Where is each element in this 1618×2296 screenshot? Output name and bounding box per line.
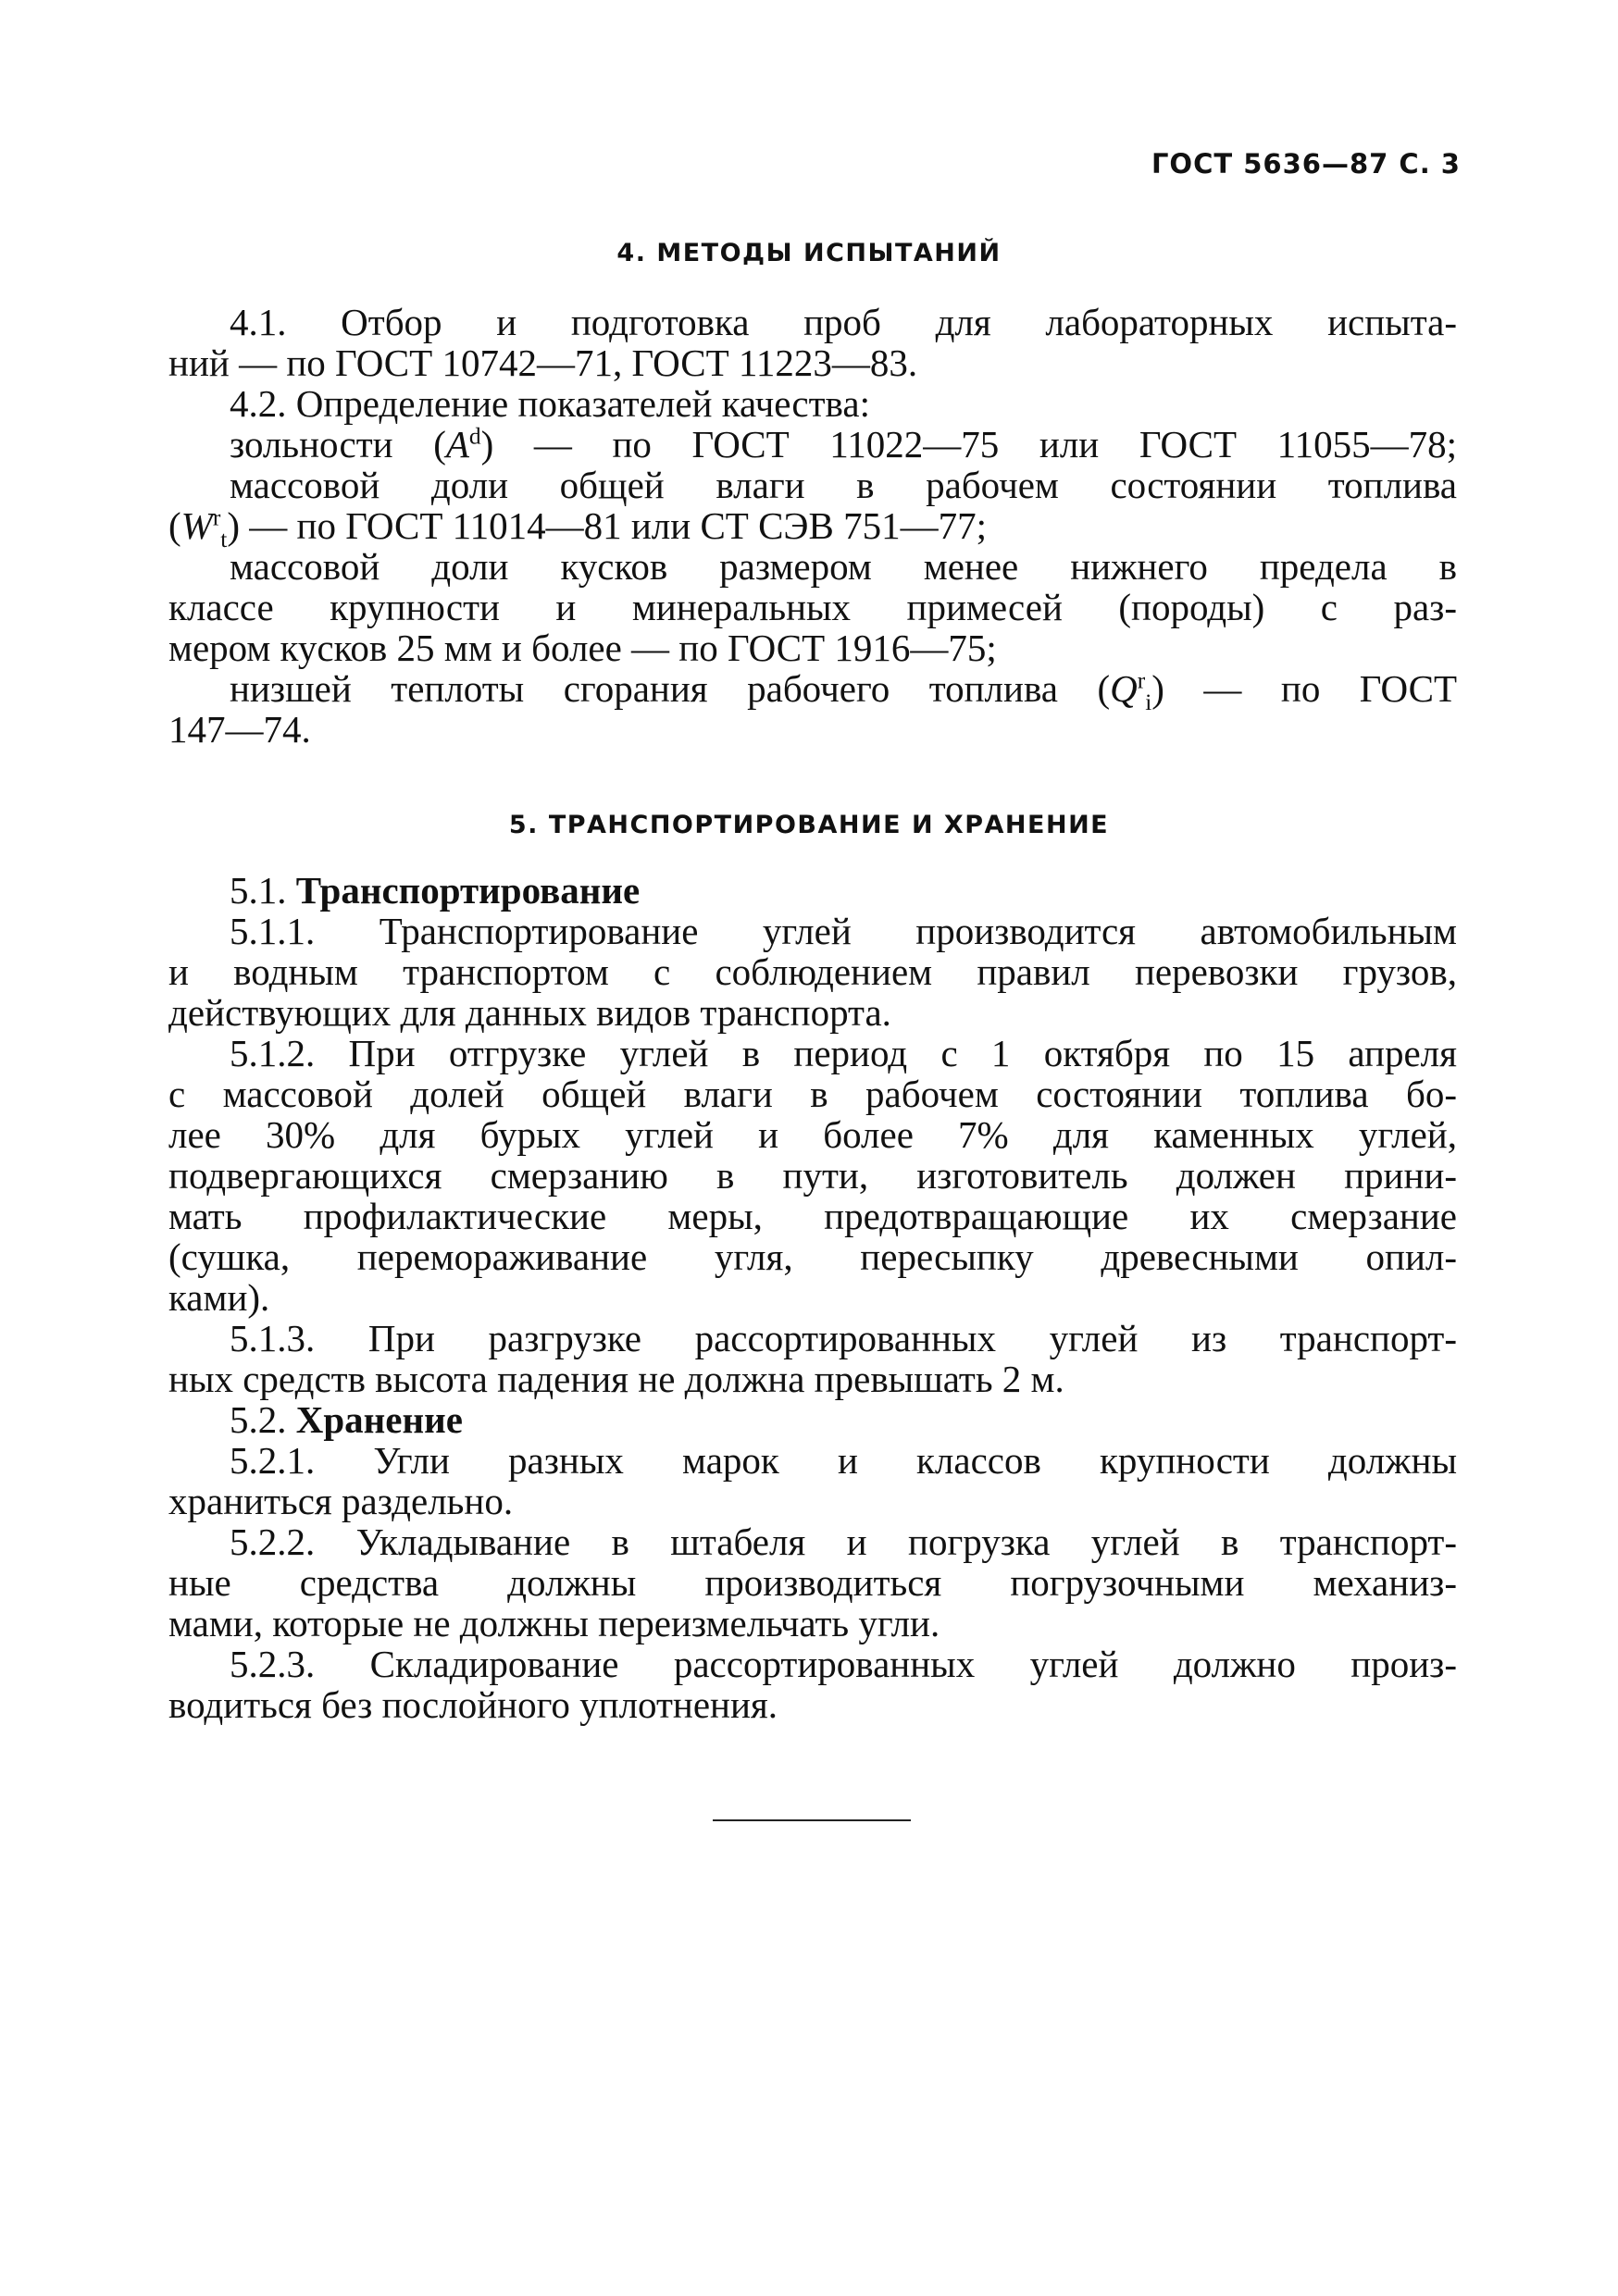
paragraph-5-1-3-line-1: 5.1.3. При разгрузке рассортированных углей из транспорт- bbox=[230, 1317, 1457, 1359]
paragraph-5-1-2-line-1: 5.1.2. При отгрузке углей в период с 1 октября по 15 апреля bbox=[230, 1032, 1457, 1074]
paragraph-5-1-2-line-3: лее 30% для бурых углей и более 7% для каменных углей, bbox=[168, 1113, 1457, 1156]
paragraph-5-2-2-line-1: 5.2.2. Укладывание в штабеля и погрузка углей в транспорт- bbox=[230, 1520, 1457, 1563]
running-header: ГОСТ 5636—87 С. 3 bbox=[1151, 148, 1461, 180]
paragraph-5-2-1-line-1: 5.2.1. Угли разных марок и классов крупности должны bbox=[230, 1439, 1457, 1482]
section-4-title: 4. МЕТОДЫ ИСПЫТАНИЙ bbox=[616, 239, 1002, 267]
moisture-text-pre: ( bbox=[168, 504, 181, 547]
subsection-5-1-heading bbox=[230, 869, 1457, 912]
paragraph-5-2-2-line-3: мами, которые не должны переизмельчать угли. bbox=[168, 1602, 940, 1644]
heat-superscript: r bbox=[1137, 667, 1146, 694]
paragraph-5-2-1-line-2: храниться раздельно. bbox=[168, 1480, 514, 1522]
end-rule-divider bbox=[713, 1819, 911, 1821]
paragraph-5-2-3-line-1: 5.2.3. Складирование рассортированных углей должно произ- bbox=[230, 1643, 1457, 1685]
paragraph-5-1-3-line-2: ных средств высота падения не должна превышать 2 м. bbox=[168, 1358, 1064, 1400]
moisture-symbol: W bbox=[180, 504, 213, 547]
moisture-text-post: ) — по ГОСТ 11014—81 или СТ СЭВ 751—77; bbox=[227, 504, 987, 547]
heat-line-1 bbox=[230, 667, 1457, 716]
pieces-line-2: классе крупности и минеральных примесей (породы) с раз- bbox=[168, 586, 1457, 628]
moisture-subscript: t bbox=[220, 527, 228, 553]
section-5-title: 5. ТРАНСПОРТИРОВАНИЕ И ХРАНЕНИЕ bbox=[508, 811, 1110, 839]
paragraph-5-1-2-line-6: (сушка, перемораживание угля, пересыпку древесными опил- bbox=[168, 1235, 1457, 1278]
moisture-line-1: массовой доли общей влаги в рабочем состоянии топлива bbox=[230, 464, 1457, 506]
paragraph-5-1-1-line-3: действующих для данных видов транспорта. bbox=[168, 991, 891, 1034]
pieces-line-1: массовой доли кусков размером менее нижнего предела в bbox=[230, 545, 1457, 588]
paragraph-4-1-line-1: 4.1. Отбор и подготовка проб для лабораторных испыта- bbox=[230, 301, 1457, 343]
moisture-line-2 bbox=[168, 504, 1457, 553]
heat-line-2: 147—74. bbox=[168, 708, 311, 751]
ash-text-pre: зольности ( bbox=[230, 423, 446, 465]
paragraph-4-2-line-1: 4.2. Определение показателей качества: bbox=[230, 382, 870, 425]
paragraph-5-1-2-line-2: с массовой долей общей влаги в рабочем состоянии топлива бо- bbox=[168, 1073, 1457, 1115]
ash-content-line bbox=[230, 423, 1457, 465]
subsection-5-2-heading bbox=[230, 1398, 1457, 1441]
paragraph-5-2-2-line-2: ные средства должны производиться погрузочными механиз- bbox=[168, 1561, 1457, 1604]
subsection-5-2-number: 5.2. bbox=[230, 1398, 287, 1441]
paragraph-5-1-1-line-2: и водным транспортом с соблюдением правил перевозки грузов, bbox=[168, 950, 1457, 993]
pieces-line-3: мером кусков 25 мм и более — по ГОСТ 1916—75; bbox=[168, 627, 997, 669]
ash-text-post: ) — по ГОСТ 11022—75 или ГОСТ 11055—78; bbox=[480, 423, 1457, 465]
paragraph-5-1-2-line-7: ками). bbox=[168, 1276, 270, 1319]
paragraph-5-1-2-line-5: мать профилактические меры, предотвращающие их смерзание bbox=[168, 1195, 1457, 1237]
paragraph-5-2-3-line-2: водиться без послойного уплотнения. bbox=[168, 1683, 778, 1726]
subsection-5-2-title: Хранение bbox=[295, 1398, 463, 1441]
paragraph-5-1-2-line-4: подвергающихся смерзанию в пути, изготовитель должен прини- bbox=[168, 1154, 1457, 1197]
heat-text-pre: низшей теплоты сгорания рабочего топлива ( bbox=[230, 667, 1111, 710]
subsection-5-1-title: Транспортирование bbox=[295, 869, 641, 912]
paragraph-4-1-line-2: ний — по ГОСТ 10742—71, ГОСТ 11223—83. bbox=[168, 341, 918, 384]
paragraph-5-1-1-line-1: 5.1.1. Транспортирование углей производится автомобильным bbox=[230, 910, 1457, 952]
ash-superscript: d bbox=[468, 423, 481, 450]
heat-symbol: Q bbox=[1110, 667, 1138, 710]
ash-symbol: A bbox=[445, 423, 469, 465]
heat-text-post: ) — по ГОСТ bbox=[1151, 667, 1457, 710]
moisture-superscript: r bbox=[212, 504, 221, 531]
heat-subscript: i bbox=[1145, 689, 1152, 716]
subsection-5-1-number: 5.1. bbox=[230, 869, 287, 912]
